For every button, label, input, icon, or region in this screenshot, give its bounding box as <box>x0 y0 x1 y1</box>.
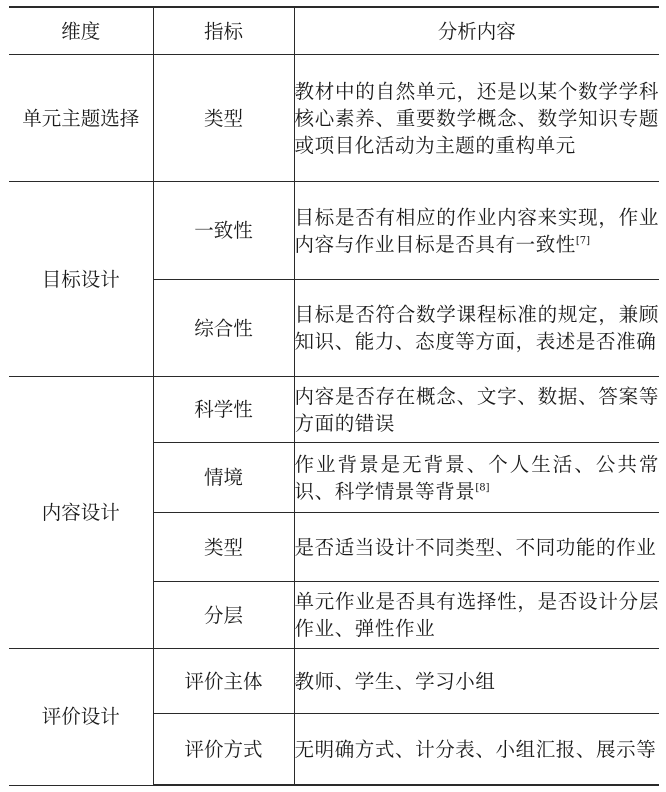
indicator-cell: 科学性 <box>153 377 294 443</box>
dimension-cell: 单元主题选择 <box>9 55 153 182</box>
indicator-cell: 分层 <box>153 582 294 649</box>
indicator-cell: 评价主体 <box>153 649 294 714</box>
indicator-cell: 类型 <box>153 55 294 182</box>
content-text: 目标是否有相应的作业内容来实现，作业内容与作业目标是否具有一致性 <box>294 205 659 256</box>
dimension-cell: 评价设计 <box>9 649 153 786</box>
content-cell <box>294 280 659 377</box>
table-row <box>9 377 659 443</box>
table-row <box>9 55 659 182</box>
content-cell <box>294 55 659 182</box>
content-cell <box>294 582 659 649</box>
dimension-cell: 目标设计 <box>9 182 153 377</box>
content-text: 是否适当设计不同类型、不同功能的作业 <box>294 535 657 559</box>
dimension-cell: 内容设计 <box>9 377 153 649</box>
content-text: 单元作业是否具有选择性，是否设计分层作业、弹性作业 <box>294 590 659 640</box>
indicator-cell: 综合性 <box>153 280 294 377</box>
table-row <box>9 182 659 280</box>
content-cell <box>294 182 659 280</box>
table-row <box>9 649 659 714</box>
indicator-cell: 类型 <box>153 513 294 582</box>
content-cell <box>294 714 659 786</box>
indicator-cell: 一致性 <box>153 182 294 280</box>
citation-ref: [7] <box>575 235 591 246</box>
header-indicator: 指标 <box>153 7 294 55</box>
content-cell <box>294 377 659 443</box>
content-text: 目标是否符合数学课程标准的规定，兼顾知识、能力、态度等方面，表述是否准确 <box>294 303 659 353</box>
content-text: 作业背景是无背景、个人生活、公共常识、科学情景等背景 <box>294 452 659 503</box>
content-cell <box>294 513 659 582</box>
content-text: 教师、学生、学习小组 <box>294 669 496 693</box>
citation-ref: [8] <box>475 482 490 493</box>
content-cell <box>294 443 659 513</box>
content-text: 教材中的自然单元，还是以某个数学学科核心素养、重要数学概念、数学知识专题或项目化活动为主题的重构单元 <box>294 79 659 157</box>
content-cell <box>294 649 659 714</box>
assignment-analysis-table <box>9 6 659 786</box>
header-dimension: 维度 <box>9 7 153 55</box>
content-text: 无明确方式、计分表、小组汇报、展示等 <box>294 737 657 761</box>
indicator-cell: 评价方式 <box>153 714 294 786</box>
content-text: 内容是否存在概念、文字、数据、答案等方面的错误 <box>294 384 659 435</box>
indicator-cell: 情境 <box>153 443 294 513</box>
table-header-row <box>9 7 659 55</box>
header-content: 分析内容 <box>294 7 659 55</box>
